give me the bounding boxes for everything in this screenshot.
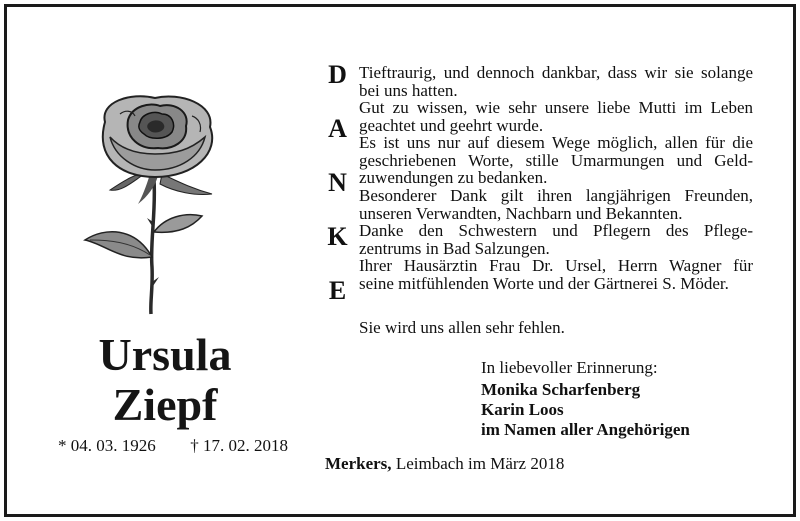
thanks-line: unseren Verwandten, Nachbarn und Bekannten. <box>359 203 683 223</box>
place-date-line <box>325 454 564 474</box>
thanks-paragraph-4 <box>359 187 753 222</box>
thanks-line: geachtet und geehrt wurde. <box>359 115 544 135</box>
thanks-line: Danke den Schwestern und Pflegern des Pflege- <box>359 221 753 240</box>
thanks-line: Ihrer Hausärztin Frau Dr. Ursel, Herrn Wagner für <box>359 256 753 275</box>
signer-3: im Namen aller Angehörigen <box>481 420 690 439</box>
thanks-line: bei uns hatten. <box>359 80 458 100</box>
thanks-paragraph-2 <box>359 99 753 134</box>
thanks-paragraph-1 <box>359 64 753 99</box>
thanks-paragraph-5 <box>359 222 753 257</box>
thanks-paragraph-3 <box>359 134 753 187</box>
danke-letter-k: K <box>327 222 348 251</box>
thanks-line: zentrums in Bad Salzungen. <box>359 238 550 258</box>
thanks-line: Tieftraurig, und dennoch dankbar, dass wir sie solange <box>359 63 753 82</box>
death-date: † 17. 02. 2018 <box>190 436 288 455</box>
closing-line: Sie wird uns allen sehr fehlen. <box>359 318 565 337</box>
rose-icon <box>80 92 230 317</box>
signer-2: Karin Loos <box>481 400 564 419</box>
danke-letter-e: E <box>328 276 347 305</box>
life-dates <box>58 436 288 456</box>
danke-letter-a: A <box>328 114 347 143</box>
thanks-line: geschriebenen Worte, stille Umarmungen und Geld- <box>359 150 753 170</box>
deceased-last-name: Ziepf <box>112 379 218 430</box>
birth-date: * 04. 03. 1926 <box>58 436 156 455</box>
thanks-line: seine mitfühlenden Worte und der Gärtnerei S. Möder. <box>359 273 729 293</box>
place-date-rest: Leimbach im März 2018 <box>391 454 565 473</box>
thanks-line: Gut zu wissen, wie sehr unsere liebe Mutti im Leben <box>359 98 753 117</box>
place-bold: Merkers, <box>325 454 392 473</box>
danke-letter-n: N <box>328 168 347 197</box>
deceased-first-name: Ursula <box>98 329 232 380</box>
thanks-line: Es ist uns nur auf diesem Wege möglich, allen für die <box>359 133 753 152</box>
thanks-line: Besonderer Dank gilt ihren langjährigen Freunden, <box>359 186 753 205</box>
signer-1: Monika Scharfenberg <box>481 380 641 399</box>
thanks-line: zuwendungen zu bedanken. <box>359 168 548 187</box>
remembrance-line: In liebevoller Erinnerung: <box>481 358 658 377</box>
danke-letter-d: D <box>328 60 347 89</box>
thanks-paragraph-6 <box>359 257 753 292</box>
